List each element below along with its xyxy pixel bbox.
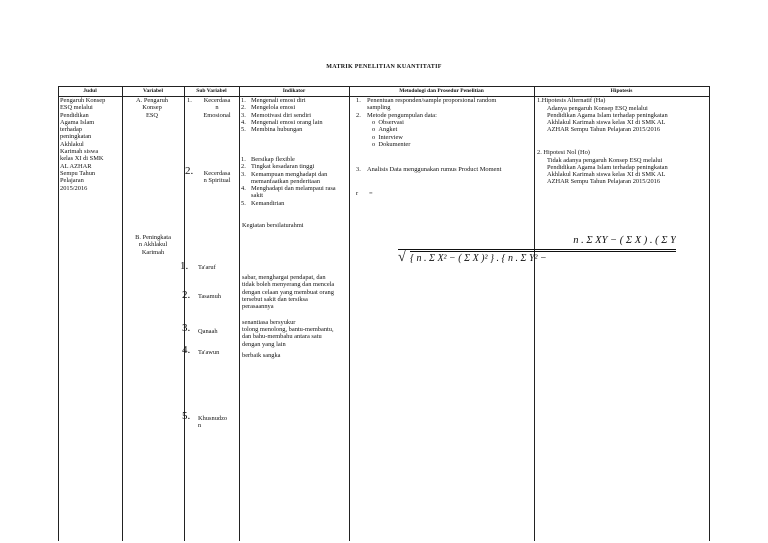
header-indikator: Indikator [282,88,306,94]
list-item: 4. Mengenali emosi orang lain [241,118,323,126]
col-border [534,86,535,541]
metodologi-1-number: 1. [356,97,361,104]
document-title: MATRIK PENELITIAN KUANTITATIF [326,64,442,70]
indikator-b4: tolong menolong, bantu-membantu, dan bahu-membahu antara satu dengan yang lain [242,326,334,348]
sub-a1-label: Kecerdasa n Emosional [203,97,231,119]
metodologi-2-number: 2. [356,112,361,119]
sub-a1-number: 1. [187,97,192,104]
sub-a2-number: 2. [185,165,194,177]
header-variabel: Variabel [143,88,163,94]
sub-b3-label: Qanaah [198,328,218,335]
col-border [184,86,185,541]
list-item: 1. Mengenali emosi diri [241,97,306,104]
r-label: r [356,190,359,197]
formula-numerator: n . Σ XY − ( Σ X ) . ( Σ Y [573,235,676,246]
product-moment-formula [398,234,676,272]
hipotesis-1-title: 1.Hipotesis Alternatif (Ha) [537,97,606,104]
indikator-b1: Kegiatan bersilaturahmi [242,222,304,229]
col-border [239,86,240,541]
col-border [122,86,123,541]
sub-b4-number: 4. [182,344,191,356]
sub-b5-label: Khusnudzo n [198,415,228,430]
formula-denominator: { n . Σ X² − ( Σ X )² } . { n . Σ Y² − [410,251,676,266]
list-item: 4. Menghadapi dan melampaui rasa sakit [241,185,336,200]
sub-a2-label: Kecerdasa n Spiritual [203,170,231,185]
bullet-icon: o [372,126,376,134]
header-sub-variabel: Sub Variabel [196,88,227,94]
sub-b4-label: Ta'awun [198,349,220,356]
r-equals: = [369,190,373,197]
fraction-bar [398,249,676,250]
bullet-icon: o [372,119,376,126]
metodologi-2: Metode pengumpulan data: [367,112,437,119]
indikator-b2: sabar, menghargai pendapat, dan tidak boleh menyerang dan mencela dengan celaan yang membuat orang tersebut sakit dan tersiksa perasaannya [242,274,335,311]
sub-b5-number: 5. [182,410,191,422]
variabel-a: A. Pengaruh Konsep ESQ [136,97,168,119]
hipotesis-2-text: Tidak adanya pengaruh Konsep ESQ melalui Pendidikan Agama Islam terhadap peningkatan Akhlakul Karimah siswa kelas XI di SMK AL AZHAR Sempu Tahun Pelajaran 2015/2016 [547,156,668,186]
research-matrix-table [58,86,710,541]
sub-b2-number: 2. [182,289,191,301]
metodologi-3: Analisis Data menggunakan rumus Product Moment [367,166,502,173]
indikator-b3: senantiasa bersyukur [242,319,296,326]
header-judul: Judul [83,88,97,94]
sub-b3-number: 3. [182,322,191,334]
list-item: 5. Kemandirian [241,199,285,207]
list-item: 1. Bersikap flexible [241,156,295,163]
list-item: 2. Mengelola emosi [241,104,296,112]
metodologi-1: Penentuan responden/sample proporsional random sampling [367,97,497,112]
list-item: 3. Memotivasi diri sendiri [241,111,311,119]
list-item: 5. Membina hubungan [241,126,303,134]
list-item: 2. Tingkat kesadaran tinggi [241,163,315,171]
variabel-b: B. Peningkata n Akhlakul Karimah [135,234,171,256]
header-hipotesis: Hipotesis [610,88,633,94]
indikator-b5: berbaik sangka [242,352,281,359]
sub-b1-label: Ta'aruf [198,264,216,271]
sub-b1-number: 1. [180,260,189,272]
col-border [709,86,710,541]
metodologi-sublist: o Observasi o Angket o Interview o Dokumenter [372,119,411,148]
list-item: 3. Kemampuan menghadapi dan memanfaatkan penderitaan [241,170,328,185]
hipotesis-1-text: Adanya pengaruh Konsep ESQ melalui Pendidikan Agama Islam terhadap peningkatan Akhlakul Karimah siswa kelas XI di SMK AL AZHAR Sempu Tahun Pelajaran 2015/2016 [547,104,668,134]
bullet-icon: o [372,140,376,148]
hipotesis-2-title: 2. Hipotesi Nol (Ho) [537,149,590,156]
indikator-a2-list [241,156,337,207]
indikator-a1-list [241,97,347,133]
judul-text: Pengaruh Konsep ESQ melalui Pendidikan Agama Islam terhadap peningkatan Akhlakul Karimah siswa kelas XI di SMK AL AZHAR Sempu Tahun Pelajaran 2015/2016 [60,97,106,192]
metodologi-3-number: 3. [356,166,361,173]
bullet-icon: o [372,133,376,141]
sub-b2-label: Tasamuh [198,293,221,300]
header-metodologi: Metodologi dan Prosedur Penelitian [399,88,484,94]
col-border [349,86,350,541]
col-border [58,86,59,541]
sqrt-icon: √ [398,250,406,265]
